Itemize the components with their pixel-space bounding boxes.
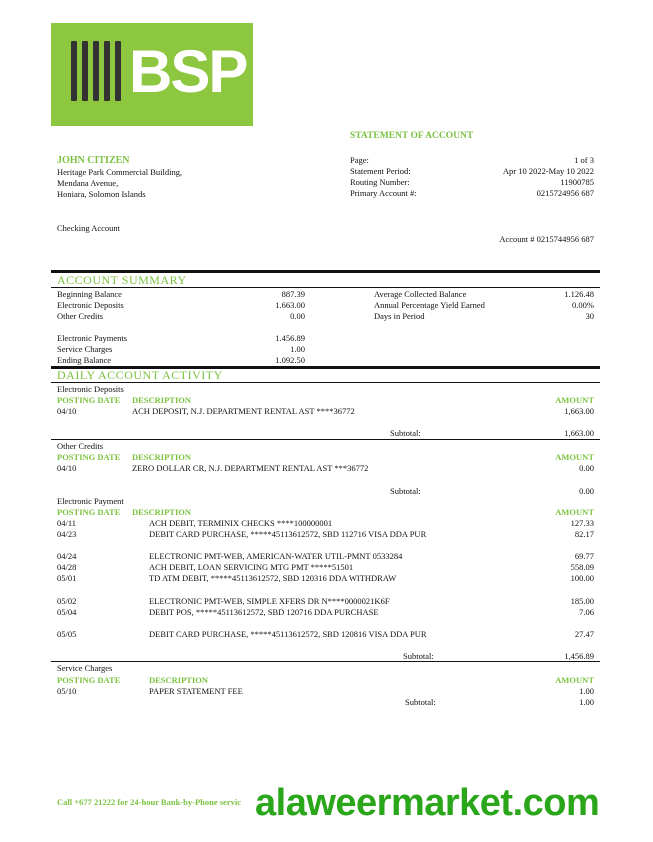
statement-title: STATEMENT OF ACCOUNT (350, 131, 474, 141)
column-header-row (57, 395, 594, 406)
section-rule (51, 382, 600, 383)
posting-date: 04/10 (57, 463, 77, 473)
description: ACH DEBIT, LOAN SERVICING MTG PMT *****51501 (149, 562, 354, 572)
group-heading: Electronic Deposits (57, 384, 124, 394)
customer-name: JOHN CITIZEN (57, 155, 130, 166)
col-amount: AMOUNT (555, 395, 594, 405)
logo-bar (104, 41, 110, 101)
subtotal-label: Subtotal: (390, 486, 421, 496)
watermark: alaweermarket.com (255, 782, 600, 824)
address-line: Mendana Avenue, (57, 178, 119, 188)
amount: 1.00 (579, 686, 594, 696)
summary-value: 0.00 (290, 311, 305, 321)
description: ACH DEPOSIT, N.J. DEPARTMENT RENTAL AST ****36772 (132, 406, 355, 416)
subtotal-label: Subtotal: (403, 651, 434, 661)
amount: 558.09 (570, 562, 594, 572)
col-amount: AMOUNT (555, 452, 594, 462)
logo-bar (115, 41, 121, 101)
summary-label: Average Collected Balance (374, 289, 467, 299)
description: ACH DEBIT, TERMINIX CHECKS ****100000001 (149, 518, 333, 528)
bsp-logo (51, 23, 253, 126)
table-row (57, 529, 594, 540)
table-row (57, 463, 594, 474)
meta-row (350, 155, 594, 166)
meta-value: Apr 10 2022-May 10 2022 (502, 166, 594, 176)
amount: 82.17 (574, 529, 594, 539)
table-row (57, 518, 594, 529)
meta-value: 1 of 3 (574, 155, 594, 165)
subtotal-label: Subtotal: (390, 428, 421, 438)
group-heading: Electronic Payment (57, 496, 124, 506)
col-description: DESCRIPTION (132, 507, 192, 517)
group-heading: Service Charges (57, 663, 113, 673)
description: ELECTRONIC PMT-WEB, SIMPLE XFERS DR N****0000021K6F (149, 596, 390, 606)
summary-row (57, 300, 305, 311)
logo-bar (82, 41, 88, 101)
posting-date: 05/05 (57, 629, 77, 639)
posting-date: 05/01 (57, 573, 77, 583)
meta-row (350, 188, 594, 199)
summary-row (374, 311, 594, 322)
amount: 27.47 (574, 629, 594, 639)
description: PAPER STATEMENT FEE (149, 686, 243, 696)
account-number: Account # 0215744956 687 (499, 234, 594, 244)
summary-value: 1.00 (290, 344, 305, 354)
summary-label: Beginning Balance (57, 289, 122, 299)
column-header-row (57, 507, 594, 518)
amount: 0.00 (579, 463, 594, 473)
logo-bar (93, 41, 99, 101)
summary-row (57, 289, 305, 300)
amount: 7.06 (579, 607, 594, 617)
col-amount: AMOUNT (555, 675, 594, 685)
amount: 185.00 (570, 596, 594, 606)
amount: 100.00 (570, 573, 594, 583)
summary-label: Days in Period (374, 311, 425, 321)
col-posting-date: POSTING DATE (57, 395, 121, 405)
section-rule (51, 287, 600, 288)
amount: 127.33 (570, 518, 594, 528)
meta-value: 11900785 (560, 177, 594, 187)
column-header-row (57, 452, 594, 463)
table-row (57, 596, 594, 607)
summary-row (374, 300, 594, 311)
summary-value: 0.00% (572, 300, 594, 310)
col-description: DESCRIPTION (132, 395, 192, 405)
summary-value: 30 (585, 311, 594, 321)
posting-date: 04/24 (57, 551, 77, 561)
account-type: Checking Account (57, 223, 121, 233)
meta-row (350, 177, 594, 188)
summary-label: Electronic Payments (57, 333, 128, 343)
meta-label: Page: (350, 155, 369, 165)
group-rule (51, 439, 600, 440)
summary-value: 887.39 (281, 289, 305, 299)
summary-row (57, 344, 305, 355)
summary-value: 1.456.89 (275, 333, 305, 343)
summary-value: 1.092.50 (275, 355, 305, 365)
meta-value: 0215724956 687 (536, 188, 594, 198)
col-posting-date: POSTING DATE (57, 507, 121, 517)
summary-row (57, 355, 305, 366)
posting-date: 04/28 (57, 562, 77, 572)
address-line: Honiara, Solomon Islands (57, 189, 146, 199)
posting-date: 05/10 (57, 686, 77, 696)
table-row (57, 629, 594, 640)
col-posting-date: POSTING DATE (57, 675, 121, 685)
column-header-row (57, 675, 594, 686)
table-row (57, 573, 594, 584)
subtotal-label: Subtotal: (405, 697, 436, 707)
col-description: DESCRIPTION (149, 675, 209, 685)
table-row (57, 686, 594, 697)
table-row (57, 607, 594, 618)
summary-label: Ending Balance (57, 355, 112, 365)
group-heading: Other Credits (57, 441, 104, 451)
amount: 69.77 (574, 551, 594, 561)
summary-label: Annual Percentage Yield Earned (374, 300, 485, 310)
subtotal-value: 1,663.00 (564, 428, 594, 438)
logo-text: BSP (129, 38, 247, 105)
meta-label: Primary Account #: (350, 188, 417, 198)
table-row (57, 406, 594, 417)
daily-activity-title: DAILY ACCOUNT ACTIVITY (57, 368, 223, 382)
summary-row (57, 311, 305, 322)
subtotal-value: 1,456.89 (564, 651, 594, 661)
description: ZERO DOLLAR CR, N.J. DEPARTMENT RENTAL AST ***36772 (132, 463, 369, 473)
summary-label: Other Credits (57, 311, 104, 321)
meta-row (350, 166, 594, 177)
summary-value: 1.126.48 (564, 289, 594, 299)
description: TD ATM DEBIT, *****45113612572, SBD 120316 DDA WITHDRAW (149, 573, 397, 583)
posting-date: 05/04 (57, 607, 77, 617)
table-row (57, 551, 594, 562)
posting-date: 04/11 (57, 518, 77, 528)
col-amount: AMOUNT (555, 507, 594, 517)
posting-date: 05/02 (57, 596, 77, 606)
meta-label: Routing Number: (350, 177, 410, 187)
account-summary-title: ACCOUNT SUMMARY (57, 273, 187, 287)
summary-value: 1.663.00 (275, 300, 305, 310)
logo-bar (71, 41, 77, 101)
description: ELECTRONIC PMT-WEB, AMERICAN-WATER UTIL-PMNT 0533284 (149, 551, 403, 561)
description: DEBIT CARD PURCHASE, *****45113612572, SBD 120816 VISA DDA PUR (149, 629, 427, 639)
summary-row (57, 333, 305, 344)
subtotal-value: 0.00 (579, 486, 594, 496)
group-rule (51, 661, 600, 662)
summary-row (374, 289, 594, 300)
summary-label: Electronic Deposits (57, 300, 124, 310)
amount: 1,663.00 (564, 406, 594, 416)
footer-phone: Call +677 21222 for 24-hour Bank-by-Phone servic (57, 797, 241, 807)
address-line: Heritage Park Commercial Building, (57, 167, 183, 177)
posting-date: 04/23 (57, 529, 77, 539)
subtotal-value: 1.00 (579, 697, 594, 707)
meta-label: Statement Period: (350, 166, 411, 176)
table-row (57, 562, 594, 573)
posting-date: 04/10 (57, 406, 77, 416)
col-posting-date: POSTING DATE (57, 452, 121, 462)
description: DEBIT POS, *****45113612572, SBD 120716 DDA PURCHASE (149, 607, 379, 617)
summary-label: Service Charges (57, 344, 113, 354)
description: DEBIT CARD PURCHASE, *****45113612572, SBD 112716 VISA DDA PUR (149, 529, 427, 539)
col-description: DESCRIPTION (132, 452, 192, 462)
